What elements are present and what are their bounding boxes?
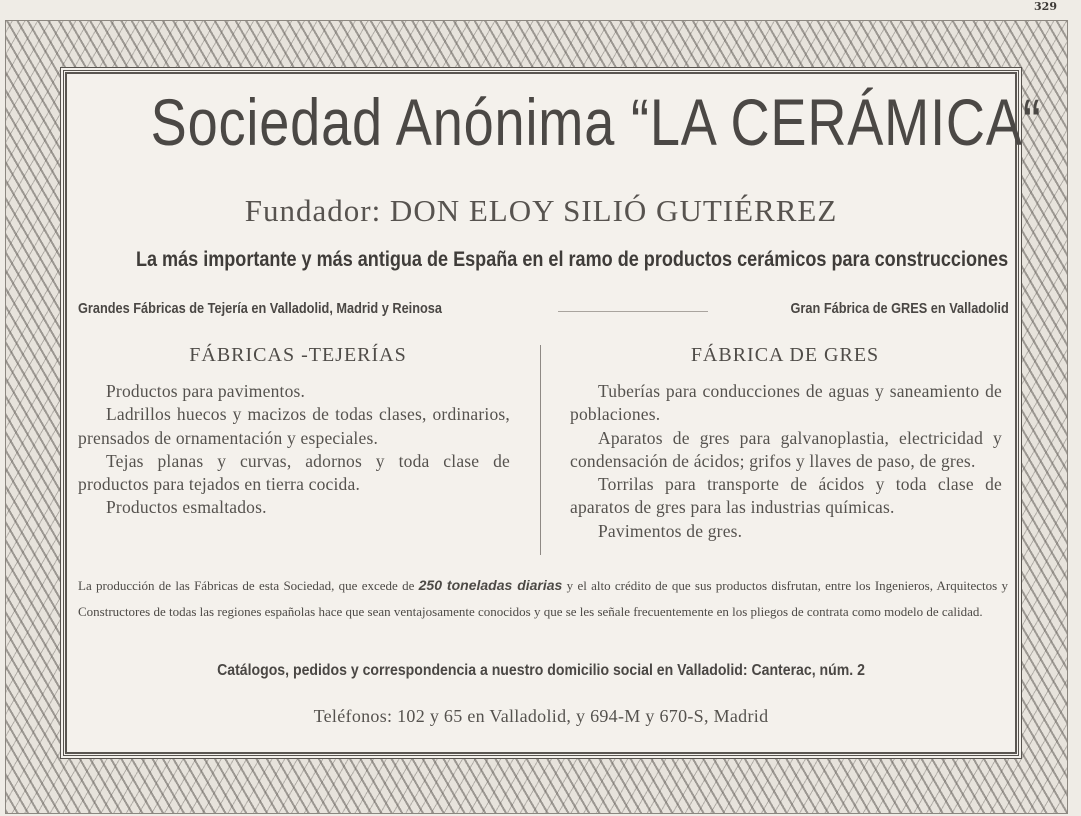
page-number: 329 (1034, 0, 1057, 13)
production-highlight: 250 toneladas diarias (418, 577, 563, 593)
company-title: Sociedad Anónima “LA CERÁMICA“ (150, 85, 1042, 159)
production-text-end: y el alto crédito de que sus productos disfrutan, entre los Ingenieros, Arquitectos y Constructores de todas las regiones españolas hace que sean ventajosamente conocidos y que se les señale frecuentemente en los pliegos de contrata como modelo de calidad. (78, 578, 1008, 619)
left-column-paragraph: Tejas planas y curvas, adornos y toda clase de productos para tejados en tierra cocida. (78, 450, 510, 495)
right-column-paragraph: Pavimentos de gres. (598, 520, 743, 541)
phones-line: Teléfonos: 102 y 65 en Valladolid, y 694-M y 670-S, Madrid (313, 706, 769, 726)
left-column-paragraph: Productos para pavimentos. (106, 381, 306, 401)
right-column-paragraph: Torrilas para transporte de ácidos y toda clase de aparatos de gres para las industrias químicas. (570, 474, 1002, 518)
left-column-paragraph: Ladrillos huecos y macizos de todas clases, ordinarios, prensados de ornamentación y especiales. (78, 404, 510, 448)
left-column (78, 380, 510, 520)
right-column-heading: FÁBRICA DE GRES (690, 344, 880, 366)
right-column (570, 380, 1002, 543)
founder-line: Fundador: DON ELOY SILIÓ GUTIÉRREZ (244, 193, 838, 228)
subheading-left: Grandes Fábricas de Tejería en Valladolid, Madrid y Reinosa (78, 300, 442, 317)
production-text-start: La producción de las Fábricas de esta Sociedad, que excede de (78, 578, 419, 593)
column-divider (540, 345, 541, 555)
left-column-heading: FÁBRICAS -TEJERÍAS (189, 344, 407, 366)
catalog-line: Catálogos, pedidos y correspondencia a nuestro domicilio social en Valladolid: Canterac, núm. 2 (217, 662, 865, 679)
right-column-paragraph: Aparatos de gres para galvanoplastia, electricidad y condensación de ácidos; grifos y llaves de paso, de gres. (570, 427, 1002, 471)
production-paragraph (78, 572, 1008, 625)
subheading-divider (558, 311, 708, 312)
right-column-paragraph: Tuberías para conducciones de aguas y saneamiento de poblaciones. (570, 381, 1002, 425)
left-column-paragraph: Productos esmaltados. (106, 497, 267, 518)
tagline: La más importante y más antigua de España en el ramo de productos cerámicos para construcciones (135, 248, 1009, 271)
subheading-right: Gran Fábrica de GRES en Valladolid (790, 300, 1009, 317)
